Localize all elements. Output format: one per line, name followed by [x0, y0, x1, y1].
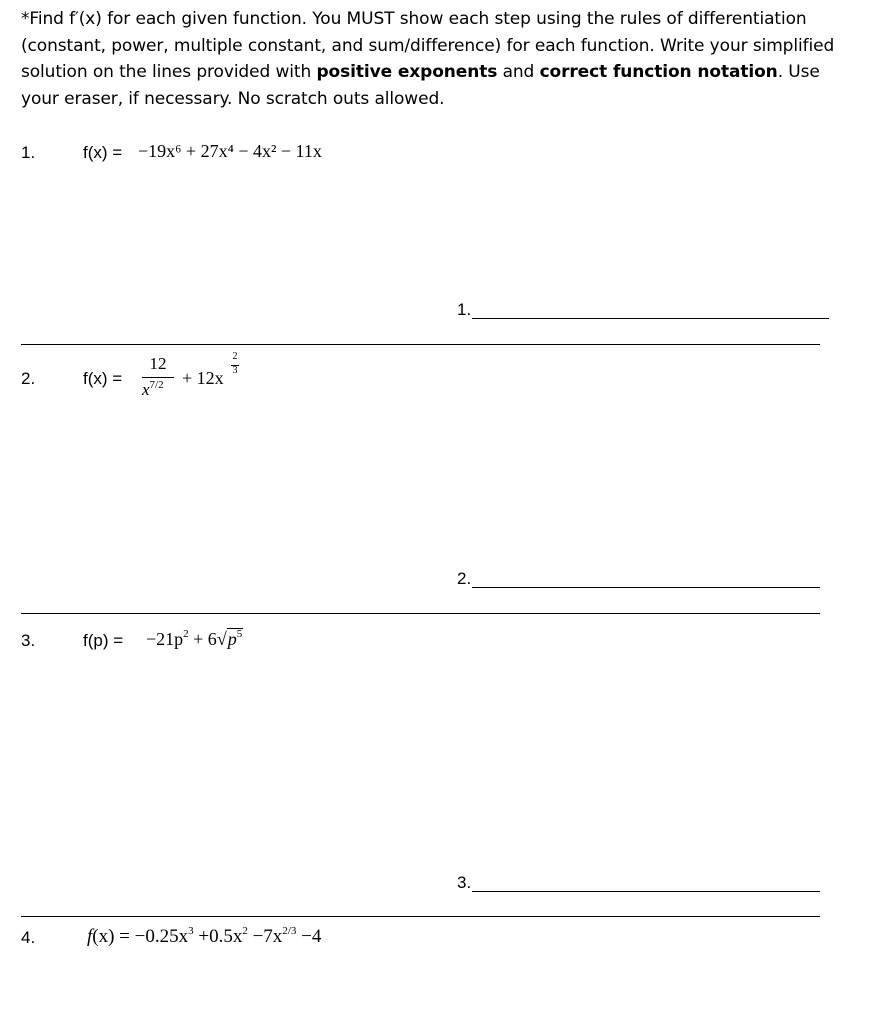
- problem-4-exp-2-3: 2/3: [282, 925, 297, 937]
- problem-2-term2-exp-den: 3: [232, 365, 238, 376]
- instructions-text-3: . Use your eraser, if necessary. No scratch outs allowed.: [21, 62, 820, 109]
- problem-3-term1-exponent: 2: [183, 628, 189, 640]
- problem-2-numerator: 12: [149, 354, 167, 373]
- radical-sign: √: [216, 629, 227, 649]
- problem-3-expression: [146, 629, 243, 650]
- problem-4-exp-2: 2: [242, 925, 248, 937]
- problem-4-part-d: −4: [296, 926, 322, 947]
- problem-4-exp-3: 3: [188, 925, 194, 937]
- problem-2-term2-exp-num: 2: [232, 351, 238, 362]
- divider-2: [21, 613, 820, 614]
- instructions: [21, 6, 841, 112]
- instructions-text-1: *Find f′(x) for each given function. You MUST show each step using the rules of differentiation (constant, power, multiple constant, and sum/difference) for each function. Write your simplified solution on the lines provided with: [21, 9, 835, 82]
- problem-2-denominator-exponent: 7/2: [149, 379, 164, 391]
- answer-1-line[interactable]: [472, 318, 829, 319]
- problem-1-label: f(x) =: [83, 143, 123, 162]
- divider-1: [21, 344, 820, 345]
- answer-1-label: 1.: [457, 300, 472, 319]
- instructions-bold-positive-exponents: positive exponents: [316, 62, 498, 82]
- problem-2-fraction-bar: [142, 377, 174, 378]
- problem-4-f: f: [87, 926, 93, 947]
- problem-4-part-b: +0.5x: [193, 926, 243, 947]
- answer-3-label: 3.: [457, 873, 472, 892]
- problem-3-term1: −21p: [146, 629, 184, 649]
- problem-3-number: 3.: [21, 631, 36, 650]
- problem-3-radicand-exponent: 5: [236, 628, 243, 640]
- problem-3-term2: + 6: [188, 629, 217, 649]
- instructions-bold-function-notation: correct function notation: [539, 62, 778, 82]
- problem-1-expression: −19x⁶ + 27x⁴ − 4x² − 11x: [138, 141, 322, 161]
- divider-3: [21, 916, 820, 917]
- problem-4-number: 4.: [21, 928, 36, 947]
- problem-2-denominator-base: x: [142, 380, 150, 399]
- answer-2-label: 2.: [457, 569, 472, 588]
- problem-3-radicand-wrap: [227, 628, 244, 649]
- problem-2-term2: + 12x: [182, 368, 224, 388]
- problem-2-label: f(x) =: [83, 369, 123, 388]
- problem-3-radicand: p: [227, 629, 237, 649]
- instructions-text-2: and: [497, 62, 540, 82]
- problem-4-part-c: −7x: [247, 926, 283, 947]
- problem-3-label: f(p) =: [83, 631, 124, 650]
- problem-4-expression: [87, 926, 321, 948]
- problem-4-part-a: (x) = −0.25x: [92, 926, 189, 947]
- answer-2-line[interactable]: [472, 587, 820, 588]
- answer-3-line[interactable]: [472, 891, 820, 892]
- problem-2-denominator: [142, 380, 182, 400]
- problem-2-number: 2.: [21, 369, 36, 388]
- problem-1-number: 1.: [21, 143, 36, 162]
